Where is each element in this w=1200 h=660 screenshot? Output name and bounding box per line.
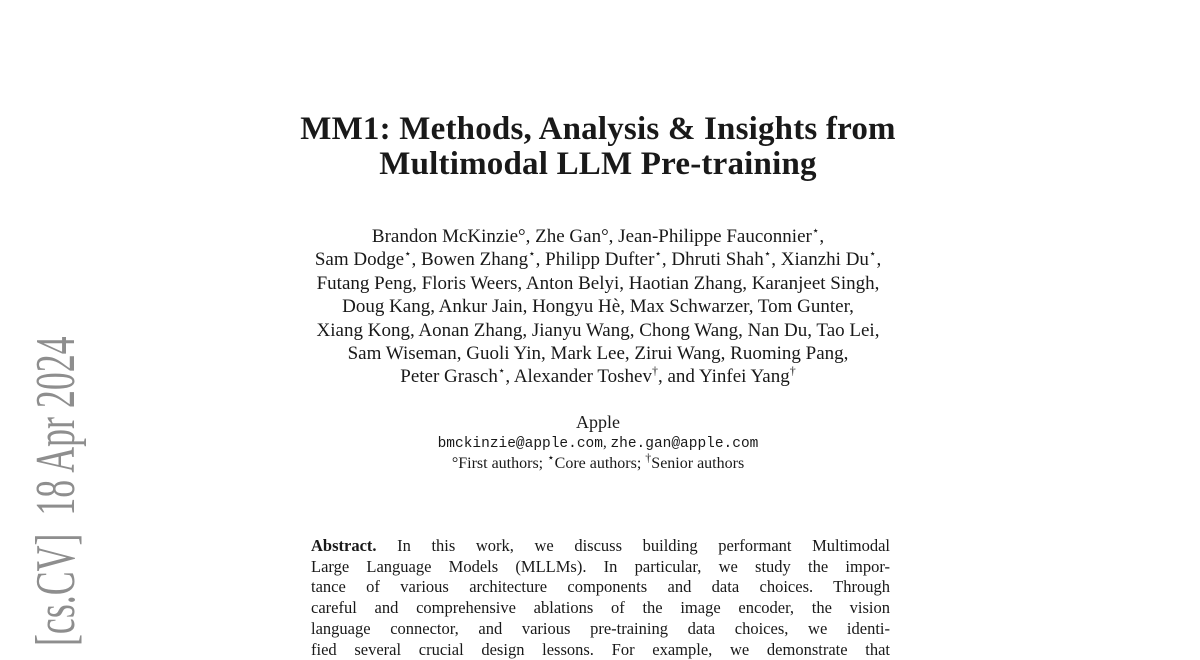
- title-line-1: MM1: Methods, Analysis & Insights from: [300, 111, 896, 147]
- paper-title: [248, 112, 948, 182]
- abstract-line: language connector, and various pre-training data choices, we identi-: [311, 618, 890, 638]
- abstract-line: Abstract. In this work, we discuss building performant Multimodal: [311, 536, 891, 555]
- abstract-line: careful and comprehensive ablations of the image encoder, the vision: [311, 598, 890, 618]
- abstract-label: Abstract.: [311, 536, 377, 555]
- author-line: Futang Peng, Floris Weers, Anton Belyi, Haotian Zhang, Karanjeet Singh,: [316, 272, 880, 294]
- arxiv-stamp: [cs.CV] 18 Apr 2024: [25, 336, 87, 646]
- author-note: °First authors; ⋆Core authors; †Senior authors: [451, 450, 745, 472]
- email-line: [248, 434, 948, 453]
- email-address: zhe.gan@apple.com: [610, 436, 759, 452]
- abstract-line: Large Language Models (MLLMs). In particular, we study the impor-: [311, 556, 890, 576]
- author-line: Doug Kang, Ankur Jain, Hongyu Hè, Max Schwarzer, Tom Gunter,: [342, 296, 854, 318]
- author-line: Sam Wiseman, Guoli Yin, Mark Lee, Zirui Wang, Ruoming Pang,: [347, 343, 849, 365]
- author-line: Brandon McKinzie°, Zhe Gan°, Jean-Philippe Fauconnier⋆,: [371, 223, 825, 247]
- author-list: [248, 225, 948, 389]
- affiliation: Apple: [576, 412, 620, 432]
- author-line: Peter Grasch⋆, Alexander Toshev†, and Yinfei Yang†: [400, 364, 796, 388]
- email-address: bmckinzie@apple.com: [437, 436, 603, 452]
- abstract-line: fied several crucial design lessons. For example, we demonstrate that: [311, 639, 890, 659]
- author-line: Xiang Kong, Aonan Zhang, Jianyu Wang, Chong Wang, Nan Du, Tao Lei,: [316, 319, 880, 341]
- email-separator: ,: [602, 435, 611, 451]
- abstract-line: tance of various architecture components and data choices. Through: [311, 577, 890, 597]
- title-line-2: Multimodal LLM Pre-training: [379, 146, 817, 182]
- abstract: [311, 536, 890, 660]
- author-line: Sam Dodge⋆, Bowen Zhang⋆, Philipp Dufter⋆, Dhruti Shah⋆, Xianzhi Du⋆,: [314, 247, 882, 271]
